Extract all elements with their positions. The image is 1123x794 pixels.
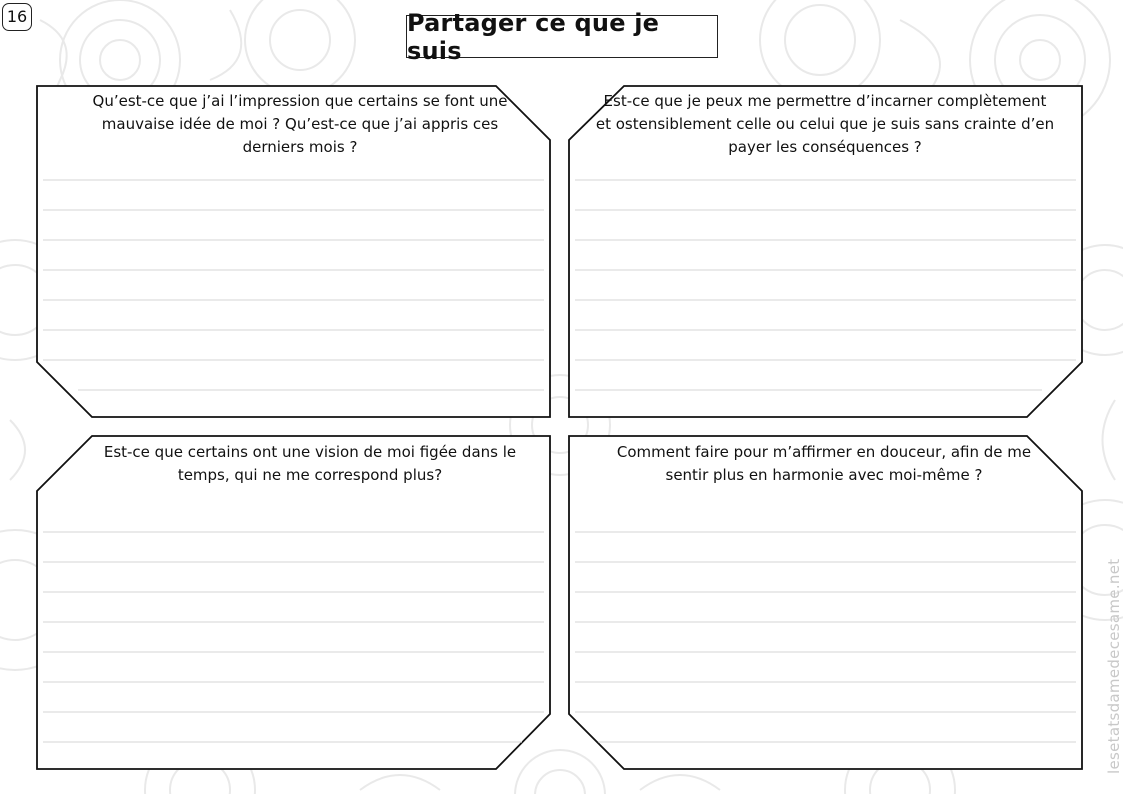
question-4: Comment faire pour m’affirmer en douceur, afin de me sentir plus en harmonie avec moi-même ? bbox=[616, 443, 1032, 484]
page-title: Partager ce que je suis bbox=[407, 8, 660, 65]
website-watermark: lesetatsdamedecesame.net bbox=[1105, 558, 1123, 774]
question-2: Est-ce que je peux me permettre d’incarner complètement et ostensiblement celle ou celui que je suis sans crainte d’en payer les conséquences ? bbox=[595, 92, 1055, 156]
page-number-badge: 16 bbox=[2, 3, 32, 31]
question-1: Qu’est-ce que j’ai l’impression que certains se font une mauvaise idée de moi ? Qu’est-ce que j’ai appris ces derniers mois ? bbox=[92, 92, 508, 156]
website-watermark-wrapper bbox=[1105, 559, 1123, 774]
question-3: Est-ce que certains ont une vision de moi figée dans le temps, qui ne me correspond plus? bbox=[103, 443, 517, 484]
